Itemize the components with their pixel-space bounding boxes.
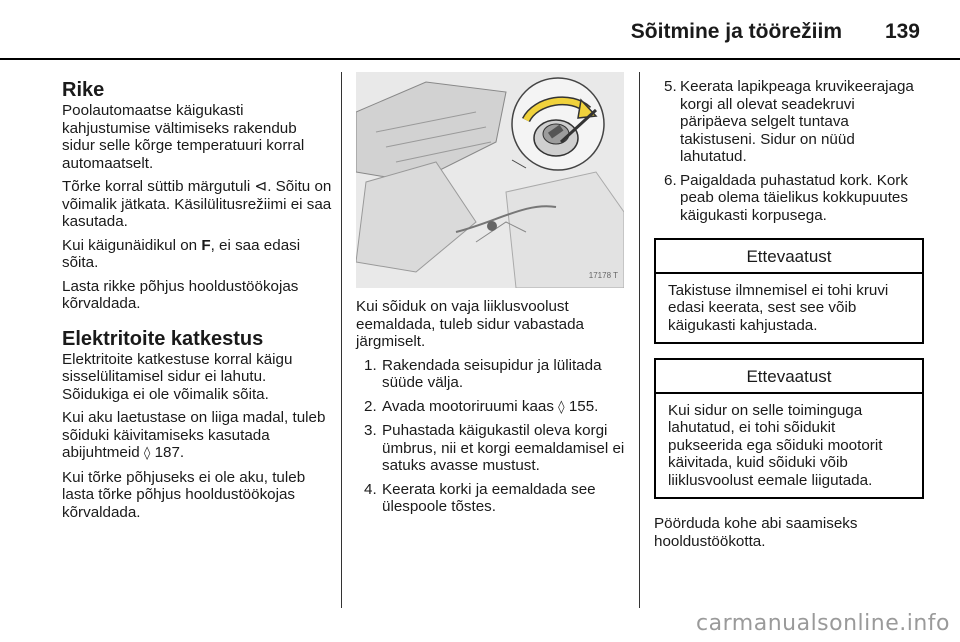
warning-light-icon: ⊲ <box>254 178 268 195</box>
paragraph-text: Kui aku laetustase on liiga madal, tuleb sõiduki käivitamiseks kasutada abijuhtmeid <box>62 409 326 461</box>
step-number: 1. <box>364 356 377 374</box>
caution-title: Ettevaatust <box>656 240 922 274</box>
heading-rike: Rike <box>62 79 105 101</box>
step-text: Rakendada seisupidur ja lülitada süüde välja. <box>382 356 602 391</box>
paragraph: Kui sõiduk on vaja liiklusvoolust eemaldada, tuleb sidur vabastada järgmiselt. <box>356 298 584 350</box>
column-divider <box>639 72 640 608</box>
list-item <box>654 172 924 225</box>
caution-body: Takistuse ilmnemisel ei tohi kruvi edasi keerata, sest see võib käigukasti kahjustada. <box>668 281 889 334</box>
page-header <box>0 0 960 60</box>
steps-list <box>356 357 626 516</box>
paragraph <box>62 409 332 463</box>
column-middle <box>356 72 626 522</box>
page-number: 139 <box>884 20 920 43</box>
caution-body: Kui sidur on selle toiminguga lahutatud, ei tohi sõidukit pukseerida ega sõiduki mootorit käivitada, kuid sõiduki võib liiklusvoolust eemale liigutada. <box>668 401 883 489</box>
step-number: 4. <box>364 480 377 498</box>
step-number: 2. <box>364 397 377 415</box>
paragraph: Poolautomaatse käigukasti kahjustumise vältimiseks rakendub sidur selle kõrge temperatuuri korral automaatselt. <box>62 102 305 172</box>
engine-illustration-drawing <box>356 72 624 288</box>
step-number: 3. <box>364 422 377 439</box>
step-text: Avada mootoriruumi kaas <box>382 397 559 415</box>
step-text: Keerata lapikpeaga kruvikeerajaga korgi all olevat seadekruvi päripäeva selgelt tuntava takistuseni. Sidur on nüüd lahutatud. <box>680 78 914 165</box>
step-number: 5. <box>664 78 677 95</box>
paragraph-text: . Sõitu on võimalik jätkata. Käsilülitusrežiimi ei saa kasutada. <box>62 178 332 230</box>
paragraph <box>62 178 332 231</box>
column-right <box>654 72 924 556</box>
paragraph-text: 187. <box>150 444 185 461</box>
figure-code: 17178 T <box>588 270 618 280</box>
caution-box <box>654 238 924 344</box>
paragraph-text: Tõrke korral süttib märgutuli <box>62 178 255 195</box>
paragraph: Pöörduda kohe abi saamiseks hooldustöökotta. <box>654 515 858 550</box>
caution-box <box>654 358 924 499</box>
heading-elektritoite: Elektritoite katkestus <box>62 327 264 350</box>
watermark: carmanualsonline.info <box>696 611 950 636</box>
list-item <box>356 398 626 417</box>
paragraph: Elektritoite katkestuse korral käigu sisselülitamisel sidur ei lahutu. Sõidukiga ei ole võimalik sõita. <box>62 350 293 403</box>
paragraph <box>62 237 332 272</box>
caution-title: Ettevaatust <box>656 360 922 394</box>
list-item <box>356 422 626 475</box>
page-reference-icon: ◊ <box>558 399 565 415</box>
step-text: Puhastada käigukastil oleva korgi ümbrus, nii et korgi eemaldamisel ei satuks avasse mustust. <box>382 422 625 474</box>
list-item <box>654 78 924 166</box>
column-divider <box>341 72 342 608</box>
paragraph: Kui tõrke põhjuseks ei ole aku, tuleb lasta tõrke põhjus hooldustöökojas kõrvaldada. <box>62 468 306 521</box>
column-left <box>62 72 332 527</box>
page-title: Sõitmine ja töörežiim <box>630 20 842 43</box>
list-item <box>356 481 626 516</box>
paragraph-text: Kui käigunäidikul on <box>62 236 202 254</box>
header-rule <box>0 58 960 60</box>
step-text: Keerata korki ja eemaldada see ülespoole tõstes. <box>382 480 596 515</box>
list-item <box>356 357 626 392</box>
engine-illustration <box>356 72 624 288</box>
step-text: Paigaldada puhastatud kork. Kork peab olema täielikus kokkupuutes käigukasti korpusega. <box>680 171 908 224</box>
paragraph: Lasta rikke põhjus hooldustöökojas kõrvaldada. <box>62 277 299 312</box>
gear-indicator-f: F <box>201 236 211 254</box>
step-text: 155. <box>564 397 599 415</box>
step-number: 6. <box>664 171 677 189</box>
paragraph-text: , ei saa edasi sõita. <box>62 236 301 271</box>
page-reference-icon: ◊ <box>143 446 151 461</box>
steps-list <box>654 78 924 224</box>
